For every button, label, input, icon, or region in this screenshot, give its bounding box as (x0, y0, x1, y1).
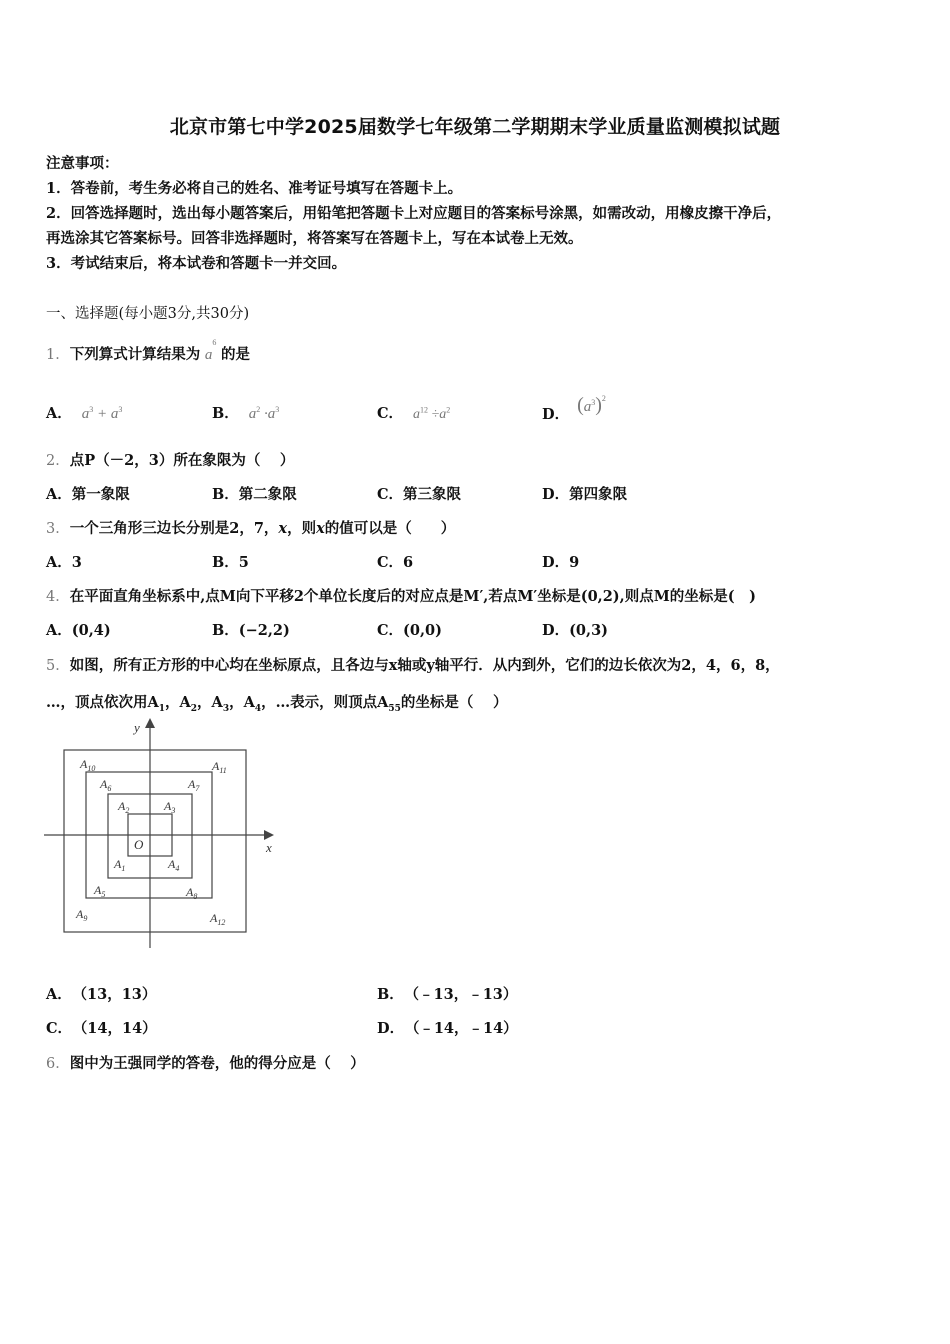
q4-option-c[interactable]: C．(0,0) (377, 622, 442, 639)
q3-option-a[interactable]: A．3 (46, 554, 82, 571)
q4-option-a[interactable]: A．(0,4) (46, 622, 111, 639)
q1-option-c[interactable]: C． $a^{12} \div a^2$ (377, 405, 451, 422)
vertex-label-a2: $A_2$ (118, 799, 130, 815)
x-axis-label: x (266, 840, 272, 855)
notes-item-3: 3．考试结束后，将本试卷和答题卡一并交回。 (46, 255, 347, 272)
question-5: 5．如图，所有正方形的中心均在坐标原点，且各边与x轴或y轴平行．从内到外，它们的边长依次为2，4，6，8， (46, 657, 780, 674)
vertex-label-a4: $A_4$ (168, 857, 180, 873)
vertex-label-a5: $A_5$ (94, 883, 106, 899)
origin-label: O (134, 837, 144, 852)
question-3: 3．一个三角形三边长分别是2，7，x，则x的值可以是（ ） (46, 520, 456, 537)
q2-option-d[interactable]: D．第四象限 (542, 486, 628, 503)
q4-option-b[interactable]: B．(−2,2) (212, 622, 290, 639)
y-axis-arrow (145, 718, 155, 728)
q5-option-a[interactable]: A． （13，13） (46, 986, 157, 1003)
question-4: 4．在平面直角坐标系中,点M向下平移2个单位长度后的对应点是M′,若点M′坐标是(0,2),则点M的坐标是( ) (46, 588, 756, 605)
q3-option-c[interactable]: C．6 (377, 554, 414, 571)
q3-option-d[interactable]: D．9 (542, 554, 580, 571)
page-title: 北京市第七中学2025届数学七年级第二学期期末学业质量监测模拟试题 (169, 116, 781, 138)
x-axis-arrow (264, 830, 274, 840)
vertex-label-a10: $A_{10}$ (80, 757, 96, 773)
vertex-label-a7: $A_7$ (188, 777, 200, 793)
notes-item-1: 1．答卷前，考生务必将自己的姓名、准考证号填写在答题卡上。 (46, 180, 463, 197)
question-6: 6．图中为王强同学的答卷，他的得分应是（ ） (46, 1055, 365, 1072)
q1-option-d[interactable]: D． $(a^3)^2$ (542, 394, 606, 423)
q5-option-c[interactable]: C． （14，14） (46, 1020, 157, 1037)
q1-option-a[interactable]: A． $a^3 + a^3$ (46, 405, 123, 422)
section-heading: 一、选择题(每小题3分,共30分) (46, 306, 250, 322)
q5-option-b[interactable]: B． （﹣13，﹣13） (377, 986, 518, 1003)
question-2: 2．点P（－2，3）所在象限为（ ） (46, 452, 295, 469)
q1-expression: $a^6$ (204, 338, 217, 363)
squares-figure (44, 716, 284, 952)
notes-item-2-cont: 再选涂其它答案标号。回答非选择题时，将答案写在答题卡上，写在本试卷上无效。 (46, 230, 583, 247)
q3-option-b[interactable]: B．5 (212, 554, 249, 571)
q4-option-d[interactable]: D．(0,3) (542, 622, 609, 639)
vertex-label-a9: $A_9$ (76, 907, 88, 923)
notes-heading: 注意事项： (46, 155, 119, 172)
q5-option-d[interactable]: D． （﹣14，﹣14） (377, 1020, 518, 1037)
vertex-label-a11: $A_{11}$ (212, 759, 227, 775)
q2-option-c[interactable]: C．第三象限 (377, 486, 462, 503)
vertex-label-a6: $A_6$ (100, 777, 112, 793)
vertex-label-a3: $A_3$ (164, 799, 176, 815)
vertex-label-a8: $A_8$ (186, 885, 198, 901)
q1-option-b[interactable]: B． $a^2 \cdot a^3$ (212, 405, 280, 422)
square-side-8 (64, 750, 246, 932)
q2-option-a[interactable]: A．第一象限 (46, 486, 130, 503)
notes-item-2: 2．回答选择题时，选出每小题答案后，用铅笔把答题卡上对应题目的答案标号涂黑，如需改动，用橡皮擦干净后， (46, 205, 782, 222)
vertex-label-a1: $A_1$ (114, 857, 126, 873)
question-5-cont: …，顶点依次用$A_1$，$A_2$，$A_3$，$A_4$，…表示，则顶点$A_{55}$的坐标是（ ） (46, 694, 508, 714)
q2-option-b[interactable]: B．第二象限 (212, 486, 297, 503)
vertex-label-a12: $A_{12}$ (210, 911, 226, 927)
question-1: 1．下列算式计算结果为 $a^6$ 的是 (46, 338, 250, 363)
y-axis-label: y (134, 720, 140, 735)
